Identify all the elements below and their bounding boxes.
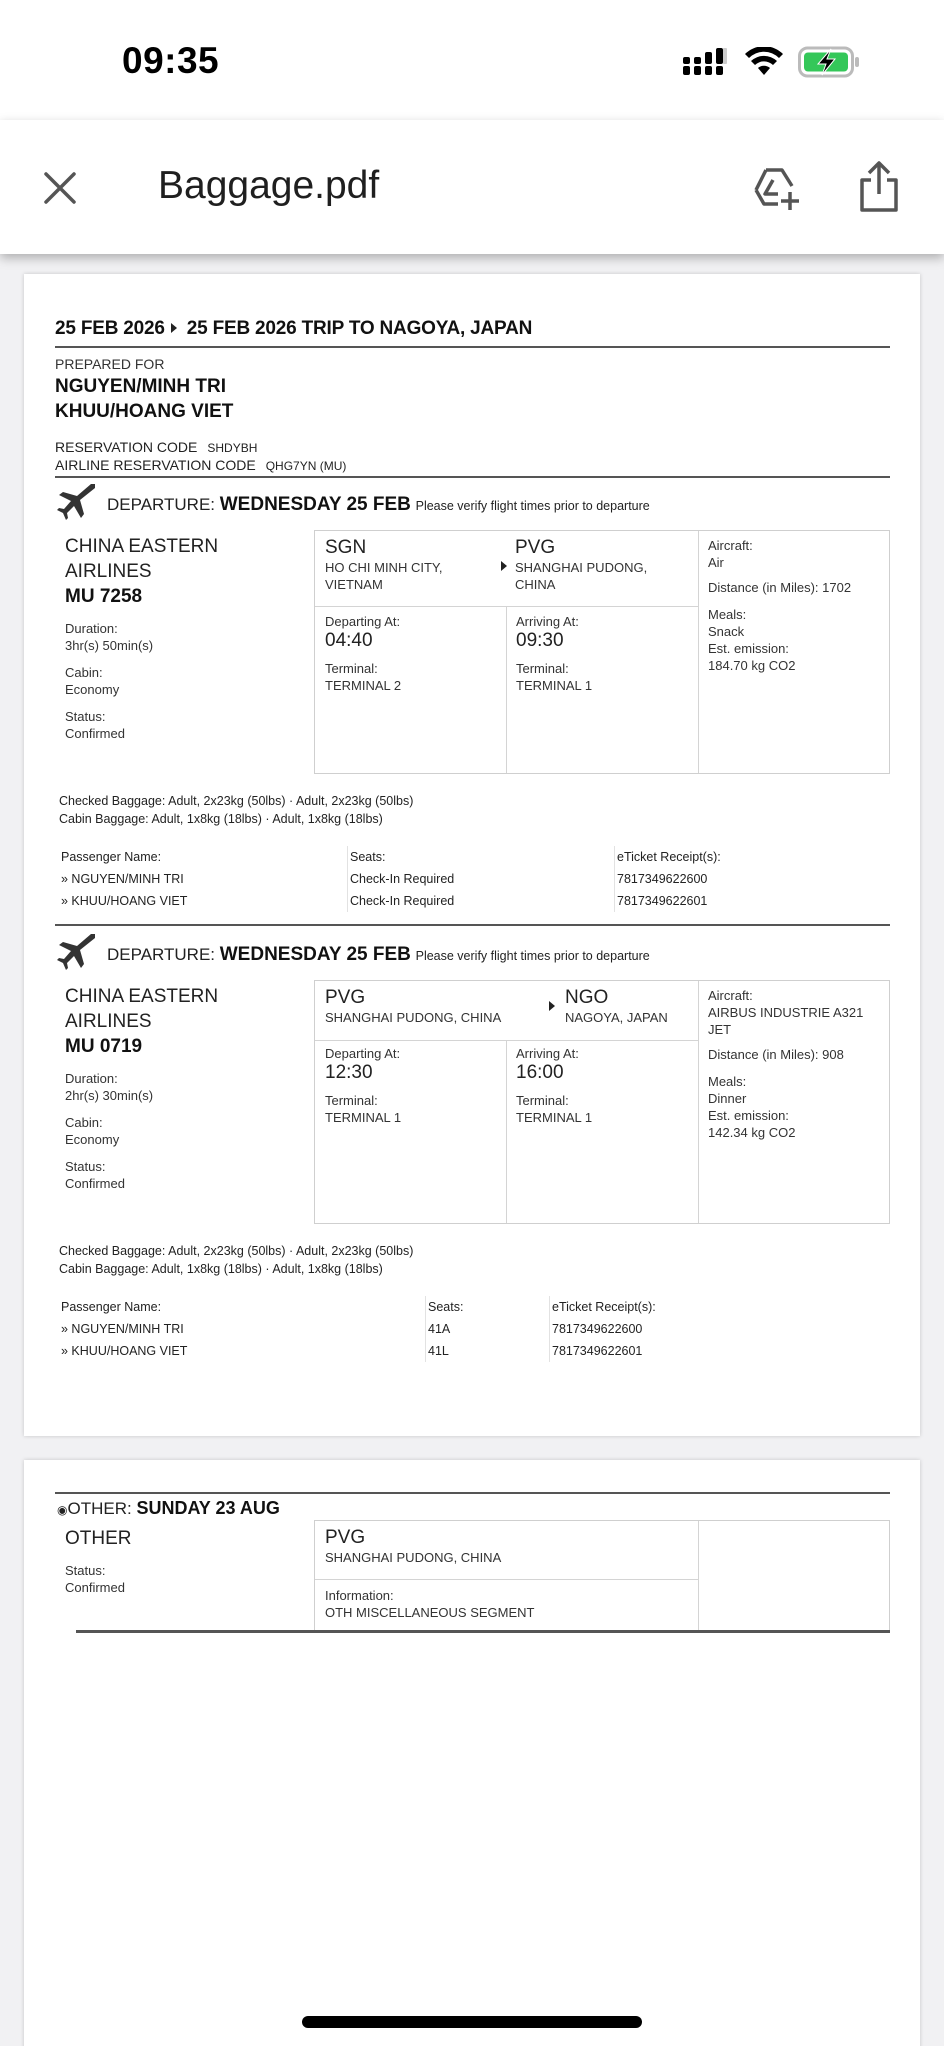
emission-label: Est. emission: [708, 641, 789, 656]
document-title: Baggage.pdf [158, 164, 380, 207]
terminal-value: TERMINAL 1 [516, 678, 593, 693]
terminal-value: TERMINAL 1 [325, 1110, 402, 1125]
airplane-icon [55, 932, 99, 976]
origin-city: SHANGHAI PUDONG, CHINA [325, 1010, 502, 1025]
emission-value: 184.70 kg CO2 [708, 658, 796, 673]
eticket-column [614, 846, 721, 912]
segment-header [55, 480, 890, 524]
passenger-column [59, 1296, 187, 1362]
wifi-icon [744, 47, 784, 77]
aircraft-details [708, 987, 888, 1141]
duration-label: Duration: [65, 621, 118, 636]
seat-value: 41A [428, 1322, 451, 1336]
segment-note: Please verify flight times prior to departure [415, 949, 650, 963]
meals-value: Snack [708, 624, 745, 639]
duration [65, 1070, 153, 1104]
eticket-number: 7817349622600 [617, 872, 708, 886]
flight-number: MU 7258 [65, 586, 143, 607]
reservation-code: SHDYBH [207, 441, 258, 455]
seats-header: Seats: [428, 1300, 464, 1314]
duration-label: Duration: [65, 1071, 118, 1086]
status-value: Confirmed [65, 1580, 125, 1595]
status [65, 708, 125, 742]
departing-label: Departing At: [325, 1046, 401, 1061]
aircraft-value: AIRBUS INDUSTRIE A321 [708, 1005, 864, 1020]
cellular-signal-icon [682, 47, 730, 77]
flight-details-grid [314, 530, 890, 774]
eticket-number: 7817349622601 [552, 1344, 643, 1358]
bell-icon: ◉ [57, 1503, 68, 1517]
arriving-label: Arriving At: [516, 1046, 579, 1061]
airline-name-2: AIRLINES [65, 1011, 152, 1032]
terminal-value: TERMINAL 2 [325, 678, 402, 693]
segment-note: Please verify flight times prior to departure [415, 499, 650, 513]
departure-time [325, 613, 401, 694]
pdf-page-2 [24, 1460, 920, 2046]
segment-type: DEPARTURE: [107, 945, 216, 964]
app-bar [0, 120, 944, 254]
origin-code: SGN [325, 537, 367, 558]
seats-header: Seats: [350, 850, 386, 864]
arrival-time [516, 613, 592, 694]
checked-baggage: Checked Baggage: Adult, 2x23kg (50lbs) · Adult, 2x23kg (50lbs) [59, 794, 414, 808]
other-details-grid [314, 1520, 890, 1632]
information-value: OTH MISCELLANEOUS SEGMENT [325, 1605, 535, 1620]
cabin [65, 1114, 119, 1148]
cabin-baggage: Cabin Baggage: Adult, 1x8kg (18lbs) · Adult, 1x8kg (18lbs) [59, 812, 383, 826]
aircraft-label: Aircraft: [708, 538, 753, 553]
passenger-name: NGUYEN/MINH TRI [55, 376, 226, 397]
departing-value: 12:30 [325, 1062, 373, 1083]
seat-value: 41L [428, 1344, 449, 1358]
airline-info [65, 534, 218, 609]
terminal-label: Terminal: [516, 661, 569, 676]
close-button[interactable] [40, 168, 80, 208]
status [65, 1562, 125, 1596]
arrival-time [516, 1045, 592, 1126]
trip-start-date: 25 FEB 2026 [55, 318, 165, 339]
passenger-row-name: » KHUU/HOANG VIET [61, 1344, 188, 1358]
origin [325, 537, 443, 593]
seats-column [425, 1296, 463, 1362]
segment-divider [55, 924, 890, 926]
segment-date: WEDNESDAY 25 FEB [219, 944, 411, 965]
add-to-drive-icon [752, 166, 802, 212]
share-icon [856, 160, 902, 214]
airline-name: CHINA EASTERN [65, 536, 219, 557]
prepared-for-label: PREPARED FOR [55, 356, 165, 372]
eticket-number: 7817349622601 [617, 894, 708, 908]
meals-label: Meals: [708, 1074, 747, 1089]
passenger-header: Passenger Name: [61, 850, 162, 864]
passenger-row-name: » NGUYEN/MINH TRI [61, 1322, 184, 1336]
airline-reservation-code: QHG7YN (MU) [265, 459, 347, 473]
flight-details-grid [314, 980, 890, 1224]
segment-type: OTHER: [67, 1499, 132, 1518]
airplane-icon [55, 482, 99, 526]
seat-value: Check-In Required [350, 872, 455, 886]
segment-date: WEDNESDAY 25 FEB [219, 494, 411, 515]
duration [65, 620, 153, 654]
aircraft-value-2: JET [708, 1022, 732, 1037]
airline-name: CHINA EASTERN [65, 986, 219, 1007]
destination [515, 537, 647, 593]
origin-country: VIETNAM [325, 577, 383, 592]
passenger-column [59, 846, 187, 912]
share-button[interactable] [856, 160, 902, 214]
route-arrow-icon [501, 561, 507, 571]
status-icons [682, 46, 860, 78]
arriving-value: 09:30 [516, 630, 564, 651]
cabin-label: Cabin: [65, 1115, 103, 1130]
seats-column [347, 846, 454, 912]
meals-value: Dinner [708, 1091, 747, 1106]
departing-label: Departing At: [325, 614, 401, 629]
checked-baggage: Checked Baggage: Adult, 2x23kg (50lbs) · Adult, 2x23kg (50lbs) [59, 1244, 414, 1258]
pdf-page-1 [24, 274, 920, 1436]
status-bar [0, 0, 944, 120]
status-value: Confirmed [65, 726, 125, 741]
trip-title-text: 25 FEB 2026 TRIP TO NAGOYA, JAPAN [186, 318, 533, 339]
passenger-row-name: » NGUYEN/MINH TRI [61, 872, 184, 886]
status-label: Status: [65, 709, 106, 724]
meals-label: Meals: [708, 607, 747, 622]
segment-date: SUNDAY 23 AUG [136, 1498, 280, 1518]
terminal-label: Terminal: [325, 661, 378, 676]
distance: Distance (in Miles): 908 [708, 1047, 844, 1062]
reservation-code-label: RESERVATION CODE [55, 439, 198, 455]
baggage-info [59, 792, 413, 828]
terminal-value: TERMINAL 1 [516, 1110, 593, 1125]
origin-code: PVG [325, 987, 366, 1008]
cabin-value: Economy [65, 1132, 120, 1147]
seat-value: Check-In Required [350, 894, 455, 908]
status-time: 09:35 [122, 40, 220, 81]
cabin-label: Cabin: [65, 665, 103, 680]
passenger-header: Passenger Name: [61, 1300, 162, 1314]
aircraft-label: Aircraft: [708, 988, 753, 1003]
eticket-header: eTicket Receipt(s): [552, 1300, 656, 1314]
cabin [65, 664, 119, 698]
segment-bottom-rule [76, 1630, 890, 1633]
arriving-label: Arriving At: [516, 614, 579, 629]
aircraft-details [708, 537, 883, 674]
origin [325, 987, 501, 1026]
route-arrow-icon [549, 1001, 555, 1011]
passenger-name: KHUU/HOANG VIET [55, 401, 234, 422]
segment-type: DEPARTURE: [107, 495, 216, 514]
departing-value: 04:40 [325, 630, 373, 651]
close-icon [40, 168, 80, 208]
eticket-column [549, 1296, 656, 1362]
other-segment-header [57, 1498, 280, 1519]
status-label: Status: [65, 1563, 106, 1578]
airline-info [65, 984, 218, 1059]
other-title: OTHER [65, 1528, 132, 1549]
passenger-table [59, 846, 894, 916]
duration-value: 3hr(s) 50min(s) [65, 638, 154, 653]
status [65, 1158, 125, 1192]
passenger-row-name: » KHUU/HOANG VIET [61, 894, 188, 908]
location [325, 1527, 501, 1566]
trip-title [55, 318, 890, 348]
segment-divider [55, 1492, 890, 1494]
passenger-names [55, 374, 233, 424]
airline-name-2: AIRLINES [65, 561, 152, 582]
status-value: Confirmed [65, 1176, 125, 1191]
origin-city: HO CHI MINH CITY, [325, 560, 443, 575]
location-code: PVG [325, 1527, 366, 1548]
destination-country: CHINA [515, 577, 556, 592]
home-indicator[interactable] [302, 2016, 642, 2028]
eticket-header: eTicket Receipt(s): [617, 850, 721, 864]
aircraft-value: Air [708, 555, 724, 570]
location-name: SHANGHAI PUDONG, CHINA [325, 1550, 502, 1565]
add-to-drive-button[interactable] [752, 166, 802, 212]
emission-label: Est. emission: [708, 1108, 789, 1123]
battery-charging-icon [798, 46, 860, 78]
destination-city: NAGOYA, JAPAN [565, 1010, 668, 1025]
terminal-label: Terminal: [325, 1093, 378, 1108]
passenger-table [59, 1296, 894, 1366]
baggage-info [59, 1242, 413, 1278]
information-label: Information: [325, 1588, 394, 1603]
status-label: Status: [65, 1159, 106, 1174]
destination-city: SHANGHAI PUDONG, [515, 560, 648, 575]
duration-value: 2hr(s) 30min(s) [65, 1088, 154, 1103]
departure-time [325, 1045, 401, 1126]
arriving-value: 16:00 [516, 1062, 564, 1083]
cabin-baggage: Cabin Baggage: Adult, 1x8kg (18lbs) · Adult, 1x8kg (18lbs) [59, 1262, 383, 1276]
reservation-codes [55, 439, 890, 478]
airline-reservation-code-label: AIRLINE RESERVATION CODE [55, 457, 256, 473]
distance: Distance (in Miles): 1702 [708, 580, 852, 595]
emission-value: 142.34 kg CO2 [708, 1125, 796, 1140]
segment-header [55, 930, 890, 974]
arrow-icon [171, 323, 177, 333]
destination-code: NGO [565, 987, 609, 1008]
flight-number: MU 0719 [65, 1036, 143, 1057]
eticket-number: 7817349622600 [552, 1322, 643, 1336]
terminal-label: Terminal: [516, 1093, 569, 1108]
destination [565, 987, 668, 1026]
cabin-value: Economy [65, 682, 120, 697]
destination-code: PVG [515, 537, 556, 558]
information [325, 1587, 534, 1621]
